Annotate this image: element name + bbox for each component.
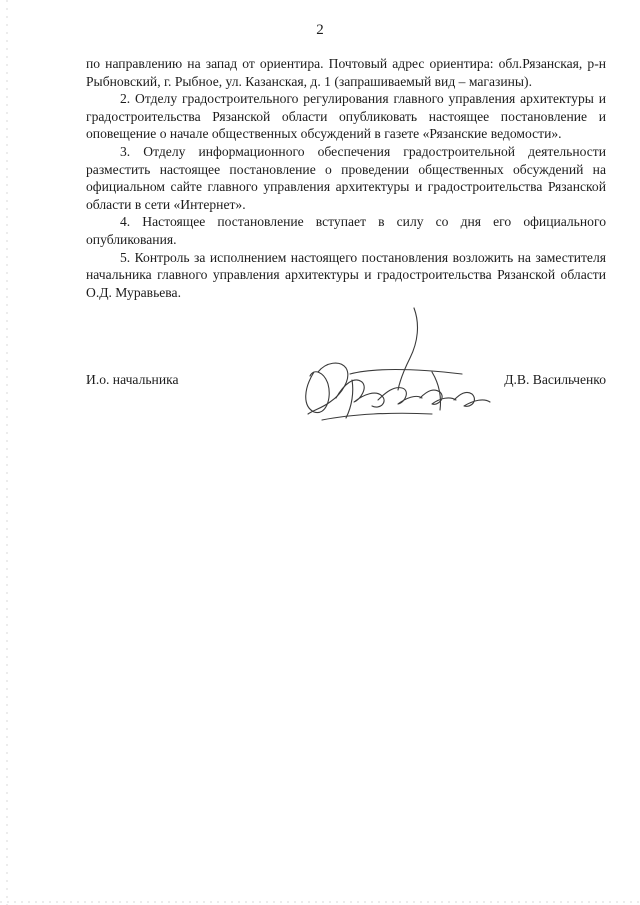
page-number: 2 [316, 22, 324, 38]
handwritten-signature [292, 302, 502, 442]
scan-left-edge-marks [6, 0, 8, 905]
signature-block [86, 372, 606, 442]
paragraph-item-4-effective-date: 4. Настоящее постановление вступает в силу со дня его официального опубликования. [86, 214, 606, 247]
paragraph-item-3-website: 3. Отделу информационного обеспечения градостроительной деятельности разместить настоящее постановление о проведении общественных обсуждений на официальном сайте главного управления архитектуры и градостроительства Рязанской области в сети «Интернет». [86, 143, 606, 212]
scan-bottom-edge-marks [0, 901, 640, 903]
document-body [86, 55, 606, 301]
paragraph-item-5-control: 5. Контроль за исполнением настоящего постановления возложить на заместителя начальника главного управления архитектуры и градостроительства Рязанской области О.Д. Муравьева. [86, 249, 606, 300]
paragraph-location-address: по направлению на запад от ориентира. Почтовый адрес ориентира: обл.Рязанская, р-н Рыбновский, г. Рыбное, ул. Казанская, д. 1 (запрашиваемый вид – магазины). [86, 56, 606, 89]
paragraph-item-2-publication: 2. Отделу градостроительного регулирования главного управления архитектуры и градостроительства Рязанской области опубликовать настоящее постановление и оповещение о начале общественных обсуждений в газете «Рязанские ведомости». [86, 91, 606, 142]
signatory-position: И.о. начальника [86, 372, 179, 387]
signatory-name: Д.В. Васильченко [504, 372, 606, 387]
